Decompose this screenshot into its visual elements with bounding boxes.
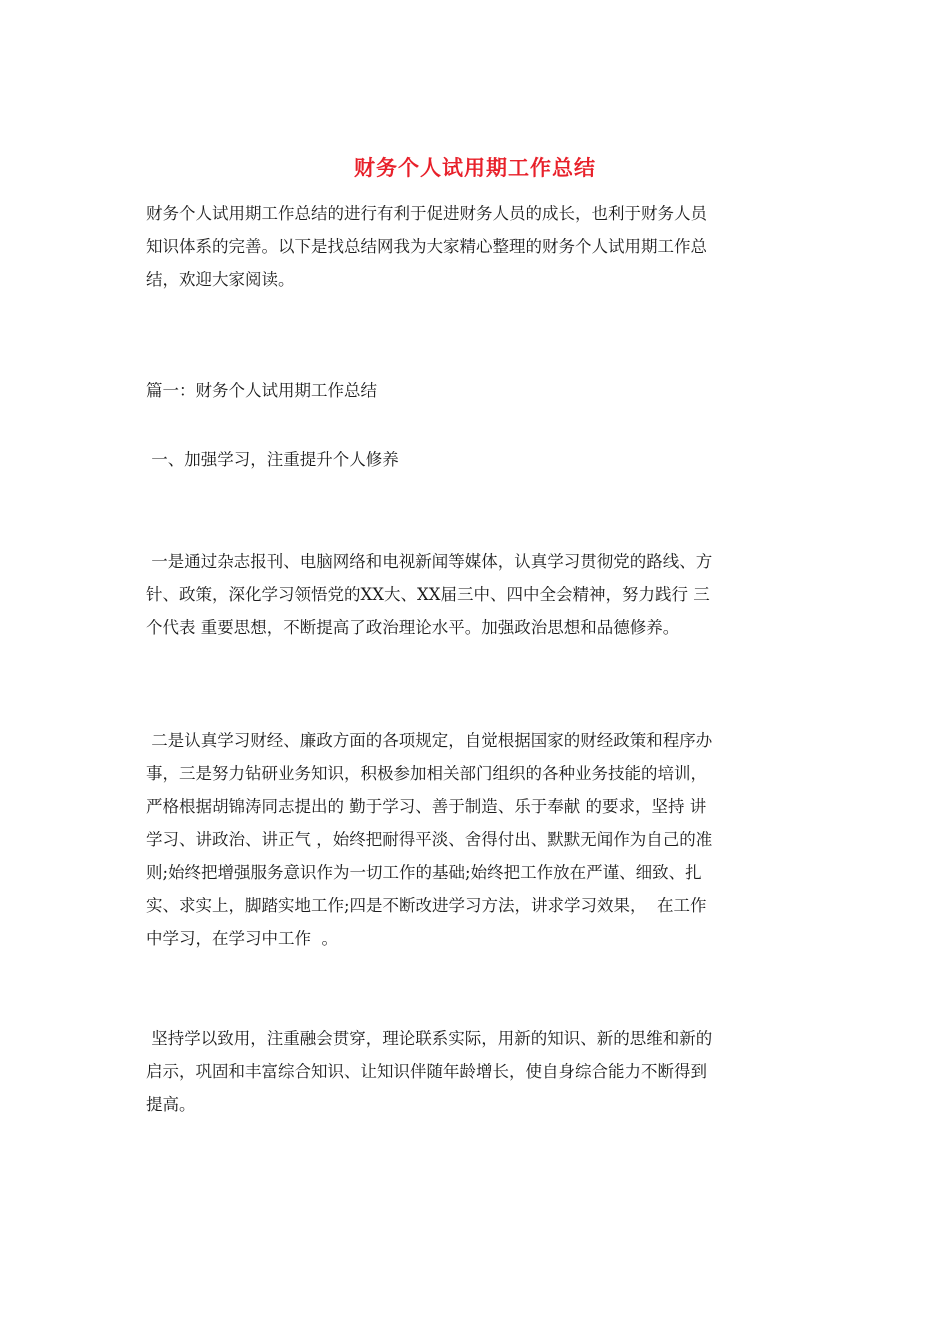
- paragraph-line: 则;始终把增强服务意识作为一切工作的基础;始终把工作放在严谨、细致、扎: [146, 863, 702, 882]
- paragraph-line: 一是通过杂志报刊、电脑网络和电视新闻等媒体，认真学习贯彻党的路线、方: [146, 552, 713, 571]
- chapter-heading-text: 篇一：财务个人试用期工作总结: [146, 381, 377, 400]
- intro-paragraph: [146, 197, 806, 296]
- paragraph-line: 学习、讲政治、讲正气 ，始终把耐得平淡、舍得付出、默默无闻作为自己的准: [146, 830, 713, 849]
- paragraph-line: 启示，巩固和丰富综合知识、让知识伴随年龄增长，使自身综合能力不断得到: [146, 1062, 707, 1081]
- paragraph-line: 严格根据胡锦涛同志提出的 勤于学习、善于制造、乐于奉献 的要求，坚持 讲: [146, 797, 707, 816]
- section-heading: [146, 443, 806, 476]
- intro-line: 知识体系的完善。以下是找总结网我为大家精心整理的财务个人试用期工作总: [146, 237, 707, 256]
- intro-line: 财务个人试用期工作总结的进行有利于促进财务人员的成长，也利于财务人员: [146, 204, 707, 223]
- paragraph-three: [146, 1022, 806, 1121]
- paragraph-one: [146, 545, 806, 644]
- paragraph-line: 个代表 重要思想，不断提高了政治理论水平。加强政治思想和品德修养。: [146, 618, 680, 637]
- paragraph-line: 中学习，在学习中工作 。: [146, 929, 338, 948]
- paragraph-two: [146, 724, 806, 955]
- paragraph-line: 针、政策，深化学习领悟党的XX大、XX届三中、四中全会精神，努力践行 三: [146, 585, 710, 604]
- intro-line: 结，欢迎大家阅读。: [146, 270, 295, 289]
- paragraph-line: 坚持学以致用，注重融会贯穿，理论联系实际，用新的知识、新的思维和新的: [146, 1029, 713, 1048]
- paragraph-line: 实、求实上，脚踏实地工作;四是不断改进学习方法，讲求学习效果， 在工作: [146, 896, 707, 915]
- document-title: 财务个人试用期工作总结: [354, 155, 596, 180]
- section-heading-text: 一、加强学习，注重提升个人修养: [146, 450, 399, 469]
- paragraph-line: 提高。: [146, 1095, 196, 1114]
- paragraph-line: 二是认真学习财经、廉政方面的各项规定，自觉根据国家的财经政策和程序办: [146, 731, 713, 750]
- paragraph-line: 事，三是努力钻研业务知识，积极参加相关部门组织的各种业务技能的培训，: [146, 764, 707, 783]
- chapter-heading: [146, 374, 806, 407]
